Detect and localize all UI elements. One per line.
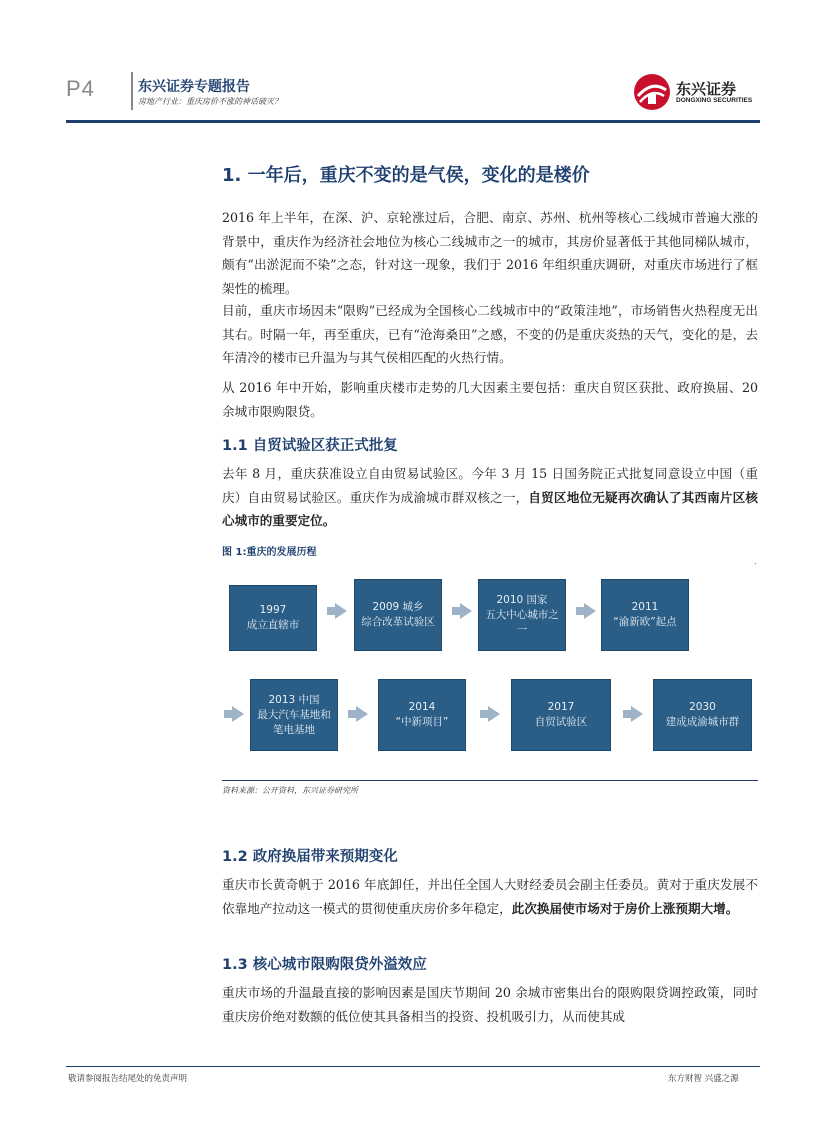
- timeline-arrow-icon: [631, 706, 643, 722]
- timeline-event: 五大中心城市之一: [485, 608, 559, 636]
- page-number: P4: [66, 76, 95, 101]
- section-1-1-title: 1.1 自贸试验区获正式批复: [222, 438, 398, 454]
- timeline-year: 2011: [631, 601, 659, 613]
- figure-rule: [222, 780, 758, 781]
- timeline-arrow-icon: [488, 706, 500, 722]
- timeline-box-2011: [601, 579, 689, 651]
- figure-1-label: 图 1:重庆的发展历程: [222, 547, 317, 558]
- section-1-2-title: 1.2 政府换届带来预期变化: [222, 849, 398, 865]
- section-1-paragraph-3: 从 2016 年中开始，影响重庆楼市走势的几大因素主要包括：重庆自贸区获批、政府换届、20 余城市限购限贷。: [222, 380, 758, 419]
- section-1-1-text: 去年 8 月，重庆获准设立自由贸易试验区。今年 3 月 15 日国务院正式批复同意设立中国（重庆）自由贸易试验区。重庆作为成渝城市群双核之一，: [222, 466, 758, 505]
- logo-text-cn: 东兴证券: [676, 80, 737, 98]
- timeline-year: 2013 中国: [268, 693, 320, 706]
- figure-corner-dot: .: [754, 557, 757, 566]
- timeline-year: 2030: [689, 701, 716, 713]
- timeline-year: 1997: [259, 604, 287, 616]
- timeline-box-2030: [653, 679, 752, 751]
- section-1-1-paragraph: [222, 462, 758, 533]
- logo-text-en: DONGXING SECURITIES: [676, 97, 753, 104]
- section-1-2-bold-text: 此次换届使市场对于房价上涨预期大增。: [511, 900, 739, 916]
- timeline-year: 2017: [547, 701, 575, 713]
- timeline-box-2009: [354, 579, 442, 651]
- report-title: 东兴证券专题报告: [138, 79, 250, 95]
- footer-rule: [66, 1066, 760, 1067]
- timeline-arrow-icon: [356, 706, 368, 722]
- timeline-box-2010: [478, 579, 566, 651]
- section-1-3-title: 1.3 核心城市限购限贷外溢效应: [222, 957, 427, 973]
- footer-disclaimer: 敬请参阅报告结尾处的免责声明: [68, 1074, 188, 1084]
- timeline-year: 2010 国家: [496, 593, 548, 606]
- timeline-event: 自贸试验区: [534, 716, 588, 728]
- timeline-event: 成立直辖市: [246, 619, 300, 631]
- footer-slogan: 东方财智 兴盛之源: [668, 1074, 739, 1084]
- timeline-arrow-icon: [584, 603, 596, 619]
- timeline-event: 综合改革试验区: [361, 616, 435, 628]
- timeline-box-2014: [378, 679, 466, 751]
- section-1-2-paragraph: [222, 873, 758, 920]
- section-1-2-text: 重庆市长黄奇帆于 2016 年底卸任，并出任全国人大财经委员会副主任委员。黄对于重庆发展不依靠地产拉动这一模式的贯彻使重庆房价多年稳定，: [222, 877, 758, 916]
- report-subtitle: 房地产行业：重庆房价不涨的神话破灭？: [138, 97, 282, 106]
- timeline-event: 最大汽车基地和笔电基地: [257, 708, 331, 736]
- timeline-arrow-icon: [335, 603, 347, 619]
- section-1-1-bold-text: 自贸区地位无疑再次确认了其西南片区核心城市的重要定位。: [222, 489, 759, 529]
- timeline-arrow-icon: [460, 603, 472, 619]
- timeline-event: “渝新欧”起点: [613, 616, 677, 628]
- header-rule: [66, 120, 760, 123]
- section-1-title: 1. 一年后，重庆不变的是气侯，变化的是楼价: [222, 165, 590, 186]
- header-divider: [131, 72, 133, 110]
- section-1-paragraph-2: 目前，重庆市场因未“限购”已经成为全国核心二线城市中的“政策洼地”，市场销售火热程度无出其右。时隔一年，再至重庆，已有“沧海桑田”之感，不变的仍是重庆炎热的天气，变化的是，去年清冷的楼市已升温为与其气侯相匹配的火热行情。: [222, 303, 758, 366]
- timeline-event: 建成成渝城市群: [665, 716, 740, 728]
- timeline-year: 2014: [408, 701, 436, 713]
- timeline-arrow-icon: [232, 706, 244, 722]
- timeline-box-1997: [229, 585, 317, 651]
- section-1-paragraph-1: 2016 年上半年，在深、沪、京轮涨过后，合肥、南京、苏州、杭州等核心二线城市普遍大涨的背景中，重庆作为经济社会地位为核心二线城市之一的城市，其房价显著低于其他同梯队城市，颇有“出淤泥而不染”之态，针对这一现象，我们于 2016 年组织重庆调研，对重庆市场进行了框架性的梳理。: [222, 210, 758, 296]
- figure-source: 资料来源：公开资料，东兴证券研究所: [222, 786, 358, 795]
- section-1-3-paragraph: 重庆市场的升温最直接的影响因素是国庆节期间 20 余城市密集出台的限购限贷调控政策，同时重庆房价绝对数额的低位使其具备相当的投资、投机吸引力，从而使其成: [222, 985, 758, 1024]
- timeline-event: “中新项目”: [395, 716, 449, 728]
- timeline-box-2013: [250, 679, 338, 751]
- timeline-year: 2009 城乡: [372, 601, 424, 613]
- timeline-box-2017: [511, 679, 611, 751]
